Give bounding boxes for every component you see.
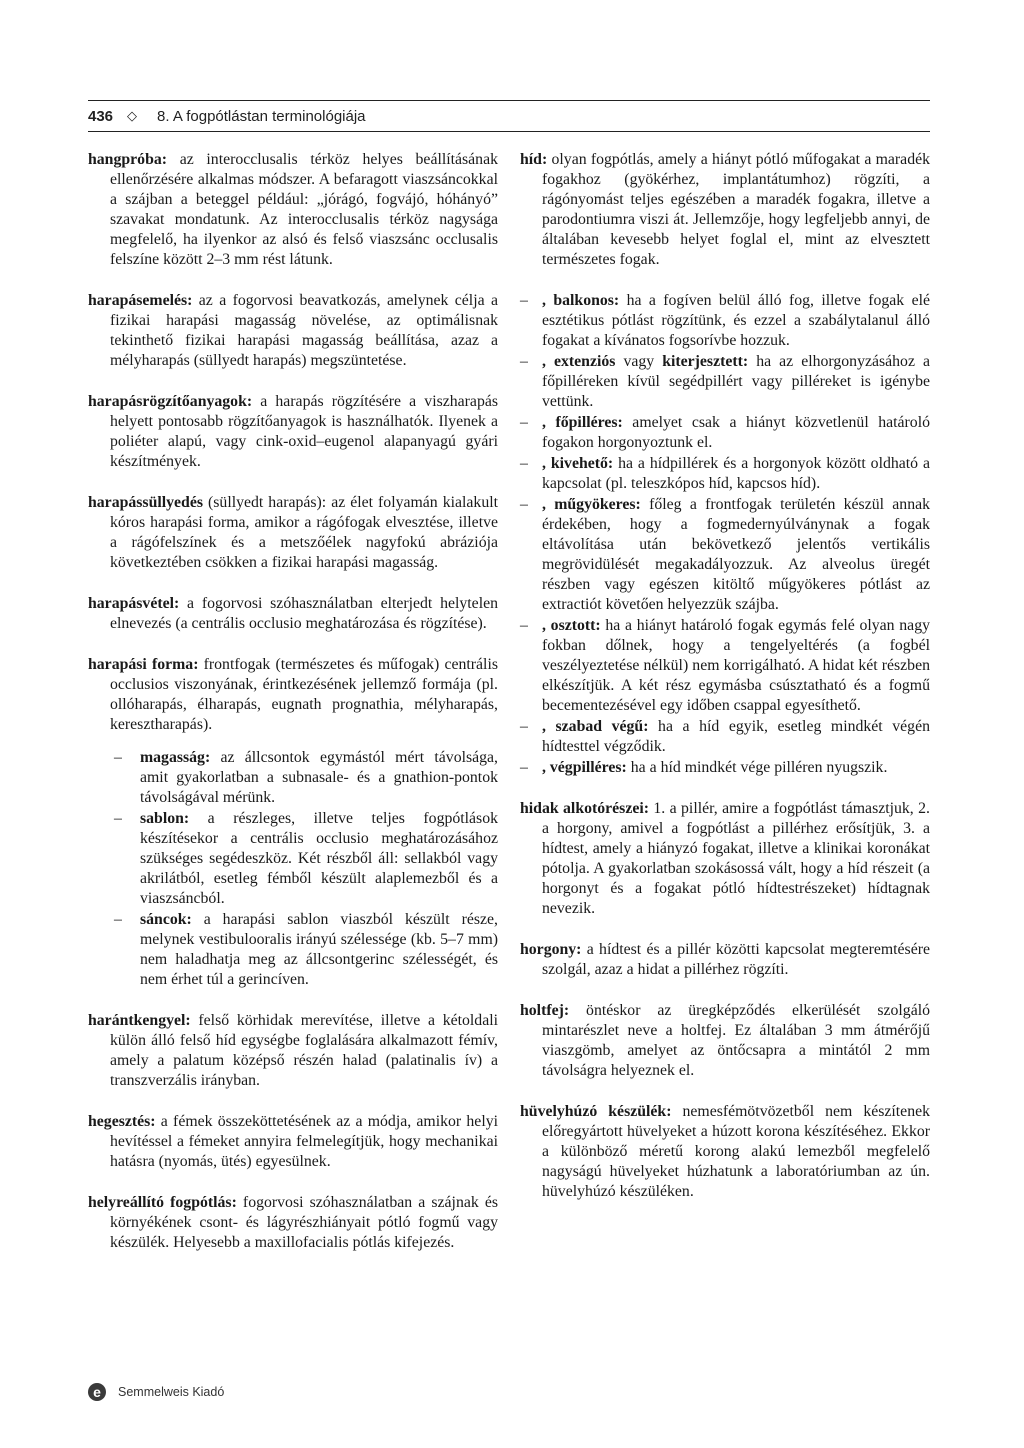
sub-entry-definition: ha a híd mindkét vége pilléren nyugszik. [626, 759, 888, 776]
sub-entry [520, 352, 930, 412]
sub-entry [520, 413, 930, 453]
sub-entry-definition: ha az elhorgonyzásához a főpilléreken kívül segédpillért vagy pilléreket is igénybe vettünk. [542, 353, 931, 410]
sub-entry-term-alt: kiterjesztett: [662, 353, 749, 370]
entry-definition: az interocclusalis térköz helyes beállításának ellenőrzésére alkalmas módszer. A befaragott viaszsáncokkal a szájban a beteggel például: „jórágó, fogvájó, hóhányó” szavakat mondatunk. Az interocclusalis térköz nagysága megfelelő, ha ilyenkor az alsó és felső viaszsánc occlusalis felszíne között 2–3 mm rést látunk. [110, 151, 498, 268]
diamond-icon: ◇ [127, 108, 138, 123]
entry-definition: 1. a pillér, amire a fogpótlást támasztjuk, 2. a horgony, amivel a fogpótlást a pillérhez erősítjük, 3. a hídtest, amely a hiányzó fogakat, illetve a klinikai koronákat pótolja. A gyakorlatban szokásossá vált, hogy a híd részeit (a horgonyt és a fogakat pótló hídtestrészeket) hídtagnak nevezik. [542, 800, 930, 917]
entry-term: hangpróba: [88, 151, 168, 168]
dash-marker: – [520, 759, 528, 776]
sub-entry [88, 748, 498, 808]
entry-definition: frontfogak (természetes és műfogak) centrális occlusios viszonyának, érintkezésének jellemző formája (pl. ollóharapás, élharapás, eugnath prognathia, mélyharapás, keresztharapás). [110, 656, 498, 733]
entry-definition: a fogorvosi szóhasználatban elterjedt helytelen elnevezés (a centrális occlusio meghatározása és rögzítése). [110, 595, 498, 632]
page-header [88, 100, 930, 132]
sub-entry [520, 758, 930, 778]
entry-term: helyreállító fogpótlás: [88, 1194, 237, 1211]
dash-marker: – [520, 496, 528, 513]
sub-entry [520, 454, 930, 494]
dash-marker: – [114, 911, 122, 928]
sub-entry-definition: amelyet csak a hiányt közvetlenül határoló fogakon horgonyoztunk el. [542, 414, 930, 451]
sub-entry [520, 291, 930, 351]
sub-entry-term: , osztott: [542, 617, 601, 634]
glossary-entry [520, 940, 930, 980]
page-footer [88, 1383, 224, 1401]
sub-entry-term: , műgyökeres: [542, 496, 641, 513]
sub-entry [88, 910, 498, 990]
sub-entry [520, 495, 930, 615]
entry-term: harántkengyel: [88, 1012, 191, 1029]
sub-entry-definition: a harapási sablon viaszból készült része, melynek vestibulooralis irányú szélessége (kb. 5–7 mm) nem haladhatja meg az állcsontgerinc szélességét, és nem érhet túl a gerincíven. [140, 911, 498, 988]
dash-marker: – [520, 617, 528, 634]
sub-entry-term: magasság: [140, 749, 211, 766]
sub-entry-term: sablon: [140, 810, 190, 827]
publisher-logo-icon: e [88, 1383, 106, 1401]
entry-definition: az a fogorvosi beavatkozás, amelynek célja a fizikai harapási magasság növelése, az optimálisnak tekinthető fizikai harapási magasság beállítása, azaz a mélyharapás (süllyedt harapás) megszüntetése. [110, 292, 498, 369]
dash-marker: – [520, 414, 528, 431]
entry-term: horgony: [520, 941, 582, 958]
glossary-entry [520, 1001, 930, 1081]
dash-marker: – [520, 455, 528, 472]
entry-term: harapásemelés: [88, 292, 193, 309]
publisher-name: Semmelweis Kiadó [118, 1385, 225, 1399]
dash-marker: – [114, 749, 122, 766]
entry-definition: a harapás rögzítésére a viszharapás helyett pontosabb rögzítőanyagok is használhatók. Ilyenek a poliéter alapú, vagy cink-oxid–eugenol alapanyagú gyári készítmények. [110, 393, 498, 470]
glossary-entry [520, 1102, 930, 1202]
entry-definition: a hídtest és a pillér közötti kapcsolat megteremtésére szolgál, azaz a hidat a pillérhez rögzíti. [542, 941, 930, 978]
sub-entry [520, 616, 930, 716]
sub-entry-list [520, 291, 930, 778]
entry-definition: a fémek összeköttetésének az a módja, amikor helyi hevítéssel a fémeket annyira felmelegítjük, hogy mechanikai hatásra (nyomás, ütés) egyesülnek. [110, 1113, 498, 1170]
entry-definition: fogorvosi szóhasználatban a szájnak és környékének csont- és lágyrészhiányait pótló fogmű vagy készülék. Helyesebb a maxillofacialis pótlás kifejezés. [110, 1194, 499, 1251]
glossary-entry [520, 150, 930, 270]
glossary-entry [88, 655, 498, 735]
entry-term: harapásvétel: [88, 595, 180, 612]
sub-entry-definition: ha a híd egyik, esetleg mindkét végén hídtesttel végződik. [542, 718, 930, 755]
sub-entry-definition: ha a hídpillérek és a horgonyok között oldható a kapcsolat (pl. teleszkópos híd, kapcsos híd). [542, 455, 930, 492]
entry-term: harapássüllyedés [88, 494, 203, 511]
sub-entry-term: , főpilléres: [542, 414, 623, 431]
sub-entry [520, 717, 930, 757]
dash-marker: – [520, 292, 528, 309]
dash-marker: – [520, 353, 528, 370]
entry-term: harapásrögzítőanyagok: [88, 393, 253, 410]
glossary-entry [88, 1011, 498, 1091]
entry-definition: (süllyedt harapás): az élet folyamán kialakult kóros harapási forma, amikor a rágófogak elvesztése, illetve a rágófelszínek és a metszőélek nagyfokú abráziója következtében csökken a fizikai harapási magasság. [110, 494, 498, 571]
glossary-entry [88, 392, 498, 472]
sub-entry-definition: a részleges, illetve teljes fogpótlások készítésekor a centrális occlusio meghatározásához szükséges segédeszköz. Két részből áll: sellakból vagy akrilátból, esetleg fémből készült alaplemezből és a viaszsáncból. [140, 810, 498, 907]
entry-definition: öntéskor az üregképződés elkerülését szolgáló mintarészlet neve a holtfej. Ez általában 3 mm átmérőjű viaszgömb, amelyet az öntőcsapra a mintától 2 mm távolságra helyeznek el. [542, 1002, 930, 1079]
glossary-entry [88, 150, 498, 270]
glossary-entry [520, 799, 930, 919]
sub-entry-term: , extenziós [542, 353, 616, 370]
glossary-entry [88, 493, 498, 573]
sub-entry-term: , végpilléres: [542, 759, 627, 776]
chapter-title: 8. A fogpótlástan terminológiája [157, 107, 366, 125]
glossary-entry [88, 1112, 498, 1172]
sub-entry-term: sáncok: [140, 911, 192, 928]
entry-term: hidak alkotórészei: [520, 800, 650, 817]
dash-marker: – [114, 810, 122, 827]
entry-term: hegesztés: [88, 1113, 156, 1130]
glossary-entry [88, 594, 498, 634]
sub-entry-definition: ha a hiányt határoló fogak egymás felé olyan nagy fokban dőlnek, hogy a tengelyeltérés (a fogbél veszélyeztetése nélkül) nem korrigálható. A hidat két részben elkészítjük. A két rész egymásba csúsztatható és a fogmű becementezésével egy időben csappal egyesíthető. [542, 617, 930, 714]
sub-entry-definition: főleg a frontfogak területén készül annak érdekében, hogy a fogmedernyúlványnak a fogak eltávolítása után bekövetkező jelentős vertikális megrövidülését megakadályozzuk. Az alveolus üregét részben vagy egészen kitöltő műgyökeres pótlást az extractiót követően helyezzük szájba. [542, 496, 931, 613]
left-column [88, 150, 498, 1274]
sub-entry-list [88, 748, 498, 990]
dash-marker: – [520, 718, 528, 735]
entry-definition: olyan fogpótlás, amely a hiányt pótló műfogakat a maradék fogakhoz (gyökérhez, implantátumhoz) rögzíti, a rágónyomást teljes egészében a maradék fogakra, illetve a parodontiumra viszi át. Jellemzője, hogy legfeljebb annyi, de általában kevesebb helyet foglal el, mint az elvesztett természetes fogak. [542, 151, 930, 268]
sub-entry-definition: ha a fogíven belül álló fog, illetve fogak elé esztétikus pótlást rögzítünk, és ezzel a szabálytalanul álló fogakat a kívánatos fogsorívbe hozzuk. [542, 292, 930, 349]
page-number: 436 [88, 107, 114, 125]
sub-entry [88, 809, 498, 909]
entry-definition: nemesfémötvözetből nem készítenek előregyártott hüvelyeket a húzott korona készítéséhez. Ekkor a különböző méretű korong alakú lemezből megfelelő nagyságú hüvelyeket húzhatunk a laboratóriumban az ún. hüvelyhúzó készüléken. [542, 1103, 930, 1200]
sub-entry-term: , szabad végű: [542, 718, 649, 735]
sub-entry-term: , balkonos: [542, 292, 620, 309]
entry-term: holtfej: [520, 1002, 570, 1019]
sub-entry-connector: vagy [615, 353, 663, 370]
entry-definition: felső körhidak merevítése, illetve a kétoldali külön álló felső híd egységbe foglalására alkalmazott fémív, amely a palatum középső részén halad (palatinalis ív) a transzverzális irányban. [110, 1012, 498, 1089]
right-column [520, 150, 930, 1223]
glossary-entry [88, 1193, 498, 1253]
entry-term: híd: [520, 151, 548, 168]
entry-term: hüvelyhúzó készülék: [520, 1103, 672, 1120]
entry-term: harapási forma: [88, 656, 199, 673]
glossary-entry [88, 291, 498, 371]
sub-entry-definition: az állcsontok egymástól mért távolsága, amit gyakorlatban a subnasale- és a gnathion-pontok távolságával mérünk. [140, 749, 498, 806]
sub-entry-term: , kivehető: [542, 455, 614, 472]
